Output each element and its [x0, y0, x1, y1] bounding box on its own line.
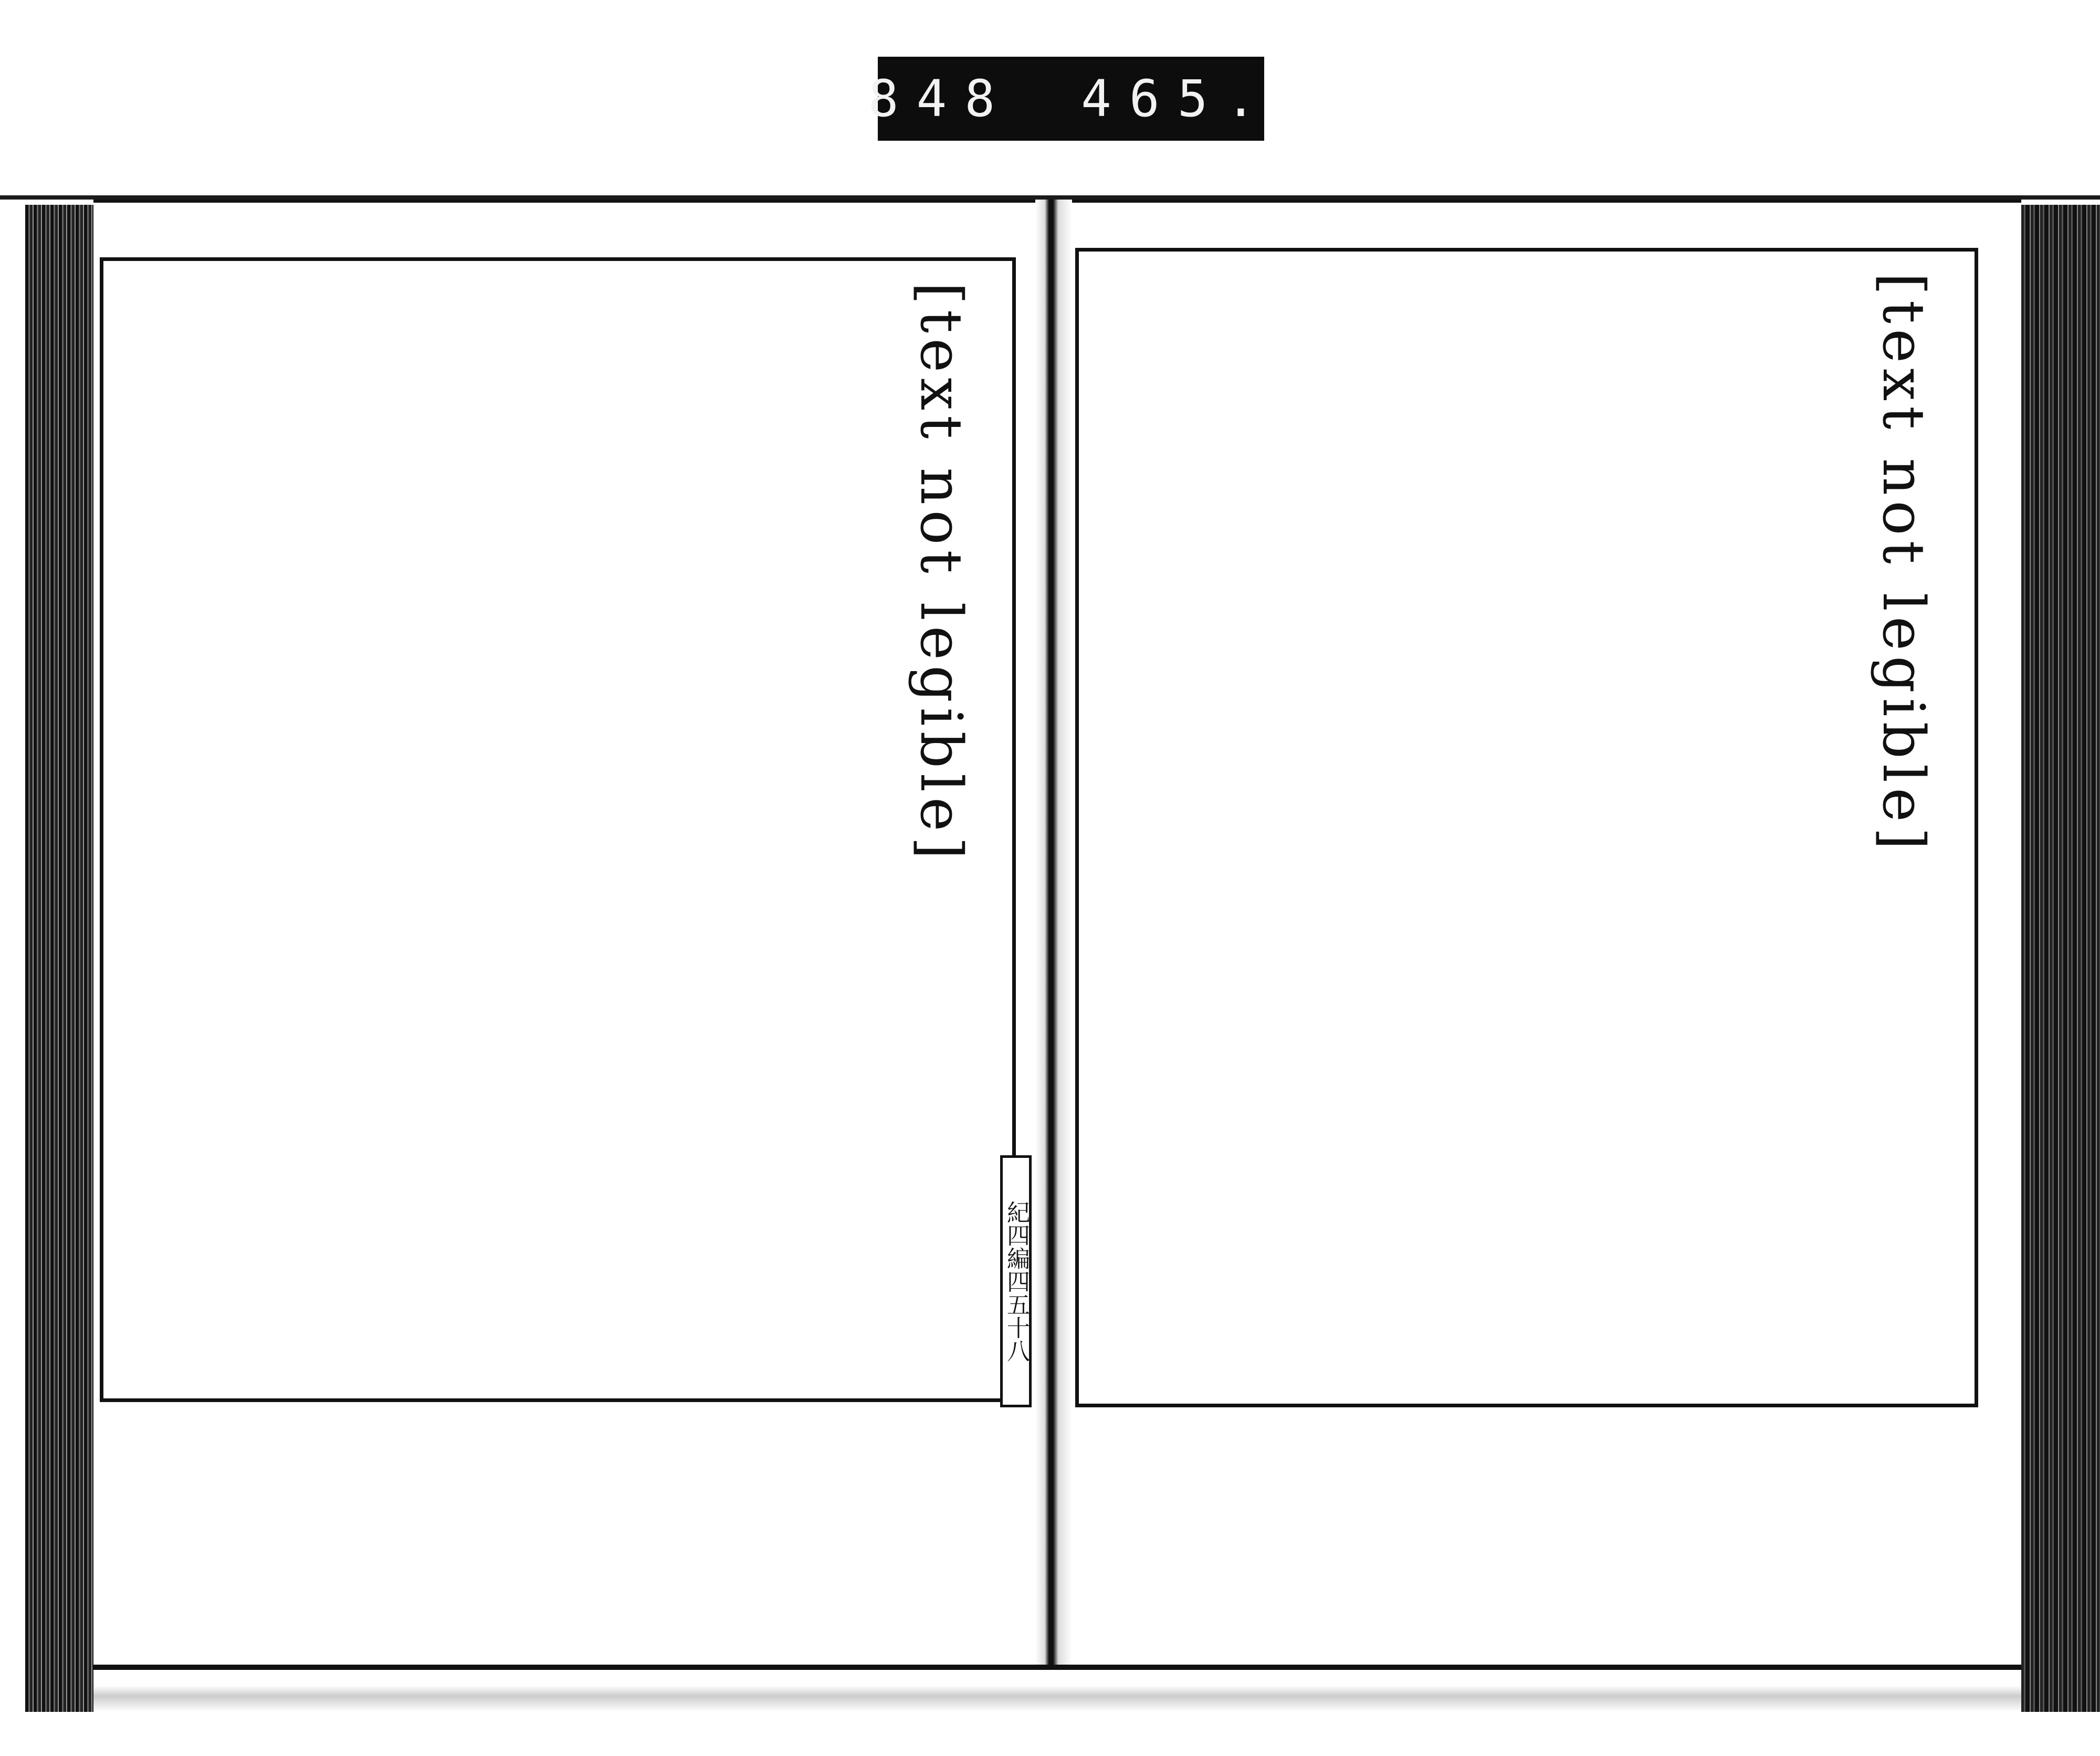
left-page-edges — [25, 205, 93, 1712]
bottom-page-edges — [93, 1665, 2021, 1712]
left-page-column: [text not legible] — [908, 282, 975, 865]
folio-marker: 紀四編四五十八 — [1000, 1155, 1032, 1407]
scan-edge-line — [0, 195, 2100, 200]
right-page-column: [text not legible] — [1870, 273, 1937, 855]
right-page-text — [1105, 273, 1948, 1383]
right-page-edges — [2021, 205, 2100, 1712]
right-text-frame — [1075, 248, 1978, 1407]
label-left-number: 848 — [868, 69, 1013, 128]
label-right-number: 465. — [1081, 69, 1274, 128]
book-gutter — [1035, 200, 1072, 1712]
left-page-text — [130, 282, 986, 1377]
left-text-frame — [100, 257, 1016, 1402]
archive-label — [868, 57, 1274, 141]
